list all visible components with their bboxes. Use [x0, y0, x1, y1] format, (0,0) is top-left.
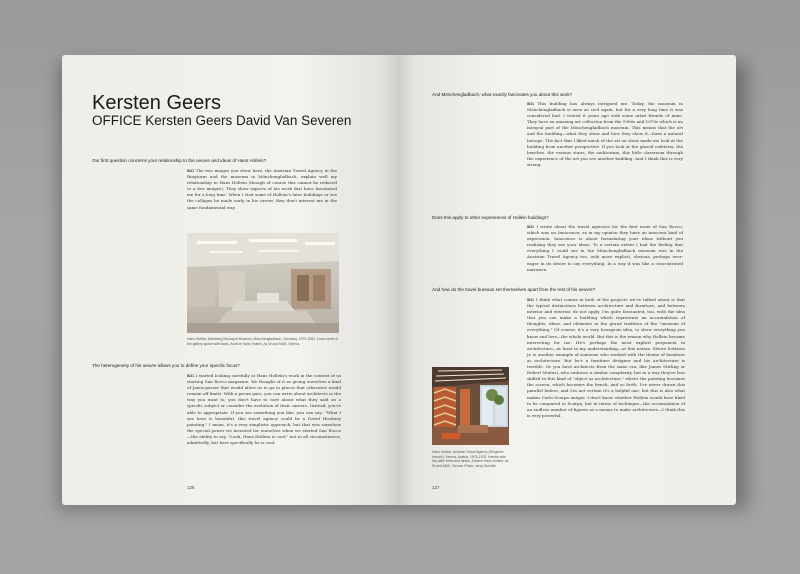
travel-agency-image	[432, 367, 509, 445]
right-page	[399, 55, 736, 505]
speaker-label: KG	[527, 224, 535, 229]
photo-caption-1: Hans Hollein, Abteiberg Municipal Museum, Mönchengladbach, Germany, 1972-1982. Lower-level of the gallery space with stairs. Archive Hans Hollein, Az W and MAK, Vienna.	[187, 337, 338, 346]
question-1: Our first question concerns your relationship to the oeuvre and ideas of Hans Hollein?	[92, 158, 267, 163]
speaker-label: KG	[187, 373, 195, 378]
speaker-label: KG	[527, 297, 535, 302]
answer-1-text: The two images you show here, the Austrian Travel Agency in the Ringturm and the museum in Mönchengladbach, explain well my relationship to Hans Hollein (though of course this cannot be reduced to a few images). They show aspects of his work that have fascinated me for a long time. When I visit some of Hollein's later buildings or see the collages he made early in his career, they don't interest me in the same fundamental way.	[187, 168, 337, 210]
answer-3-text: This building has always intrigued me. Today, the museum in Mönchengladbach is seen as cool again, but for a very long time it was considered bad. I visited it years ago with some artist friends of mine. They have an amazing art collection from the 1960s and 1970s which is an integral part of the Mönchengladbach museum. This means that the art and the building—what they show and how they show it—form a natural biotope. The fact that I liked much of the art on show made me look at the building from another perspective. If you look at the glazed cafeteria, the benches, the various stairs, the auditorium, this little classroom through the experience of the art you see another building. And I think this is very strong.	[527, 101, 683, 167]
page-number-right: 127	[432, 485, 440, 490]
left-page	[62, 55, 399, 505]
answer-3	[527, 101, 683, 211]
answer-2-text: I started looking carefully at Hans Hollein's work in the context of us starting San Rocco magazine. We thought of it as giving ourselves a kind of Janus-passer that would allow us to go to places that otherwise would remain off limits. With a pecan pass, you can write about architects in the way you want to, you don't have to care about what they said on a specific subject or consider the evolution of their careers. Instead, you're able to appropriate. If you see something you like, you can say: "What I see here is beautiful, this travel agency could be a David Hockney painting." I mean, it's a very simplistic approach, but that was somehow the special power we invented for ourselves when we started San Rocco—the ability to say, "Look, Hans Hollein is cool," not in all circumstances, admittedly, but here specifically he is cool.	[187, 373, 341, 446]
speaker-label: KG	[527, 101, 535, 106]
page-title: Kersten Geers	[92, 92, 221, 114]
photo-caption-2: Hans Hollein, Austrian Travel Agency (Ringturm branch), Vienna, Austria, 1976-1978. Interior with the palm trees and desks. Archive Hans Hollein, Az W and MAK, Vienna. Photo: Jerzy Surwillo	[432, 450, 509, 468]
page-number-left: 126	[187, 485, 195, 490]
answer-1	[187, 168, 337, 223]
question-4: Does this apply to other experiences of Hollein buildings?	[432, 215, 549, 220]
answer-4-text: I wrote about the travel agencies for the first issue of San Rocco, which was on Innocence; as in my opinion they have an innocent kind of expression. Innocence is about formulating your ideas without you realizing they are your ideas. To a certain extent I had the feeling that everything I could see in the Mönchengladbach museum was in the Austrian Travel Agency too, only more explicit, obvious, perhaps over-eager in its desire to say everything. In a way it was like a concentrated narrative.	[527, 224, 683, 272]
museum-interior-photo	[187, 233, 339, 333]
answer-2	[187, 373, 341, 477]
question-5: And how do the travel bureaus set themselves apart from the rest of his oeuvre?	[432, 287, 596, 292]
answer-5-text: I think what counts in both of the projects we've talked about is that the typical distinctions between architecture and furniture, and between interior and exterior, do not apply. I'm quite fascinated, too, with the idea that you can make a building which represents an accumulation of thoughts, ideas, and elements in the grand tradition of the "museum of everything." Of course, it's a very bourgeois idea, to show everything you know and love—the whole world. But this is the reason why Hollein became interesting for me. He's perhaps the most explicit proponent in architecture—at least in my understanding—of this notion. Ettore Sottsass Jr. is another example of someone who worked with the theme of furniture as architecture. But he's a furniture designer and his architecture is terrible. Or you have architects from the same era, like James Stirling or Robert Venturi, who embrace a similar complexity, but in a way they're less skilled in this kind of "object as architecture," where the painting becomes the screen, which becomes the bench, and so forth. I've never drawn this parallel before, and I'm not certain it's a helpful one, but this is also what makes Carlo Scarpa unique. I don't know whether Hollein would have liked to be compared to Scarpa, but in terms of technique—the accumulation of an endless number of figures as a means to make architecture—I think this is very powerful.	[527, 297, 685, 418]
speaker-label: KG	[187, 168, 195, 173]
book-spread	[62, 55, 736, 505]
answer-4	[527, 224, 683, 283]
travel-agency-photo	[432, 367, 509, 445]
answer-5	[527, 297, 685, 418]
page-subtitle: OFFICE Kersten Geers David Van Severen	[92, 113, 352, 128]
question-2: The heterogeneity of his oeuvre allows you to define your specific focus?	[92, 363, 240, 368]
question-3: And Mönchengladbach, what exactly fascinates you about this work?	[432, 92, 573, 97]
museum-interior-image	[187, 233, 339, 333]
